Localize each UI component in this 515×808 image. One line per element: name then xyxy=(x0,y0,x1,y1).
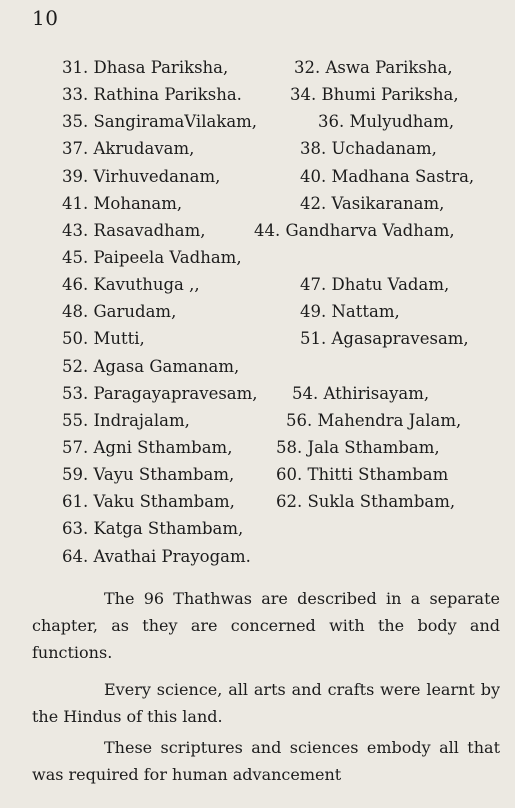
list-item: 55. Indrajalam, xyxy=(62,410,190,430)
list-item: 33. Rathina Pariksha. xyxy=(62,85,242,105)
list-item: 47. Dhatu Vadam, xyxy=(300,275,450,295)
list-item: 40. Madhana Sastra, xyxy=(300,166,475,186)
list-item: 51. Agasapravesam, xyxy=(300,329,469,349)
list-row xyxy=(62,244,502,271)
list-item: 48. Garudam, xyxy=(62,302,177,322)
list-item: 59. Vayu Sthambam, xyxy=(62,465,235,485)
list-item: 39. Virhuvedanam, xyxy=(62,166,221,186)
list-item: 37. Akrudavam, xyxy=(62,139,195,159)
list-row xyxy=(62,217,502,244)
list-row xyxy=(62,488,502,515)
list-row xyxy=(62,298,502,325)
list-row xyxy=(62,325,502,352)
list-item: 61. Vaku Sthambam, xyxy=(62,492,235,512)
list-row xyxy=(62,461,502,488)
list-item: 53. Paragayapravesam, xyxy=(62,383,258,403)
list-item: 50. Mutti, xyxy=(62,329,145,349)
list-item: 35. SangiramaVilakam, xyxy=(62,112,258,132)
list-item: 54. Athirisayam, xyxy=(292,383,430,403)
list-item: 31. Dhasa Pariksha, xyxy=(62,58,229,77)
list-row xyxy=(62,163,502,190)
list-item: 44. Gandharva Vadham, xyxy=(254,220,455,240)
list-item: 43. Rasavadham, xyxy=(62,220,206,240)
list-row xyxy=(62,135,502,162)
paragraph: The 96 Thathwas are described in a separate chapter, as they are concerned with the body and functions. xyxy=(32,589,500,662)
list-item: 64. Avathai Prayogam. xyxy=(62,546,251,566)
page-number: 10 xyxy=(32,6,59,30)
list-item: 34. Bhumi Pariksha, xyxy=(290,85,459,105)
list-row xyxy=(62,543,502,570)
list-item: 52. Agasa Gamanam, xyxy=(62,356,240,376)
list-row xyxy=(62,271,502,298)
list-item: 32. Aswa Pariksha, xyxy=(294,58,453,77)
list-item: 36. Mulyudham, xyxy=(318,112,455,132)
list-row xyxy=(62,434,502,461)
list-item: 57. Agni Sthambam, xyxy=(62,437,233,457)
list-item: 45. Paipeela Vadham, xyxy=(62,247,242,267)
numbered-list xyxy=(62,54,502,570)
list-item: 58. Jala Sthambam, xyxy=(276,437,440,457)
list-item: 63. Katga Sthambam, xyxy=(62,519,244,539)
list-row xyxy=(62,407,502,434)
list-item: 38. Uchadanam, xyxy=(300,139,437,159)
list-row xyxy=(62,380,502,407)
list-item: 42. Vasikaranam, xyxy=(300,193,445,213)
list-item: 56. Mahendra Jalam, xyxy=(286,410,462,430)
list-row xyxy=(62,108,502,135)
paragraph: Every science, all arts and crafts were learnt by the Hindus of this land. xyxy=(32,680,500,726)
list-row xyxy=(62,54,502,81)
paragraph: These scriptures and sciences embody all that was required for human advancement xyxy=(32,738,500,784)
list-item: 62. Sukla Sthambam, xyxy=(276,492,456,512)
list-row xyxy=(62,81,502,108)
list-item: 41. Mohanam, xyxy=(62,193,183,213)
list-item: 46. Kavuthuga ,, xyxy=(62,275,200,295)
list-row xyxy=(62,190,502,217)
list-row xyxy=(62,353,502,380)
list-row xyxy=(62,515,502,542)
list-item: 60. Thitti Sthambam xyxy=(276,465,449,485)
list-item: 49. Nattam, xyxy=(300,302,400,322)
